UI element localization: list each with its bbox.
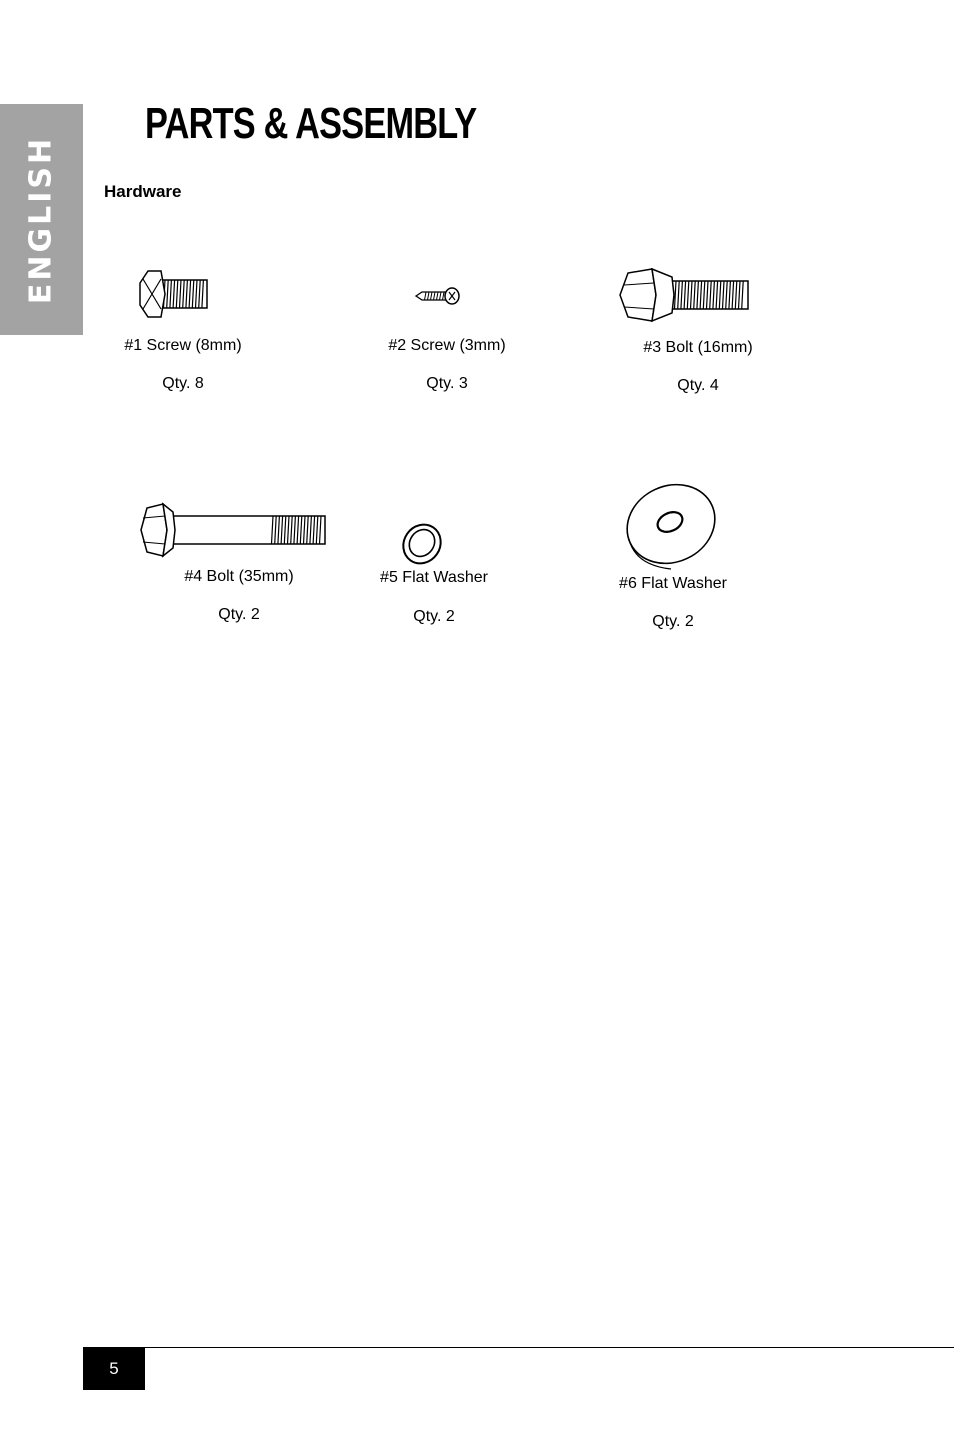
part-label: #3 Bolt (16mm) xyxy=(643,339,753,356)
small-screw-icon xyxy=(414,281,464,311)
language-tab xyxy=(0,104,83,335)
part-quantity: Qty. 2 xyxy=(218,606,260,623)
section-title: Hardware xyxy=(104,182,182,201)
hex-screw-icon xyxy=(135,265,211,323)
part-screw-8mm xyxy=(83,265,283,405)
small-washer-icon xyxy=(400,522,444,566)
large-washer-icon xyxy=(621,477,721,577)
page-number: 5 xyxy=(83,1348,145,1390)
part-quantity: Qty. 2 xyxy=(413,608,455,625)
part-flat-washer-large xyxy=(573,475,773,635)
part-label: #1 Screw (8mm) xyxy=(124,337,242,354)
long-hex-bolt-icon xyxy=(139,500,331,562)
part-label: #4 Bolt (35mm) xyxy=(184,568,294,585)
hex-bolt-icon xyxy=(618,265,752,327)
part-label: #6 Flat Washer xyxy=(619,575,727,592)
part-label: #5 Flat Washer xyxy=(380,569,488,586)
part-quantity: Qty. 2 xyxy=(652,613,694,630)
part-quantity: Qty. 4 xyxy=(677,377,719,394)
part-label: #2 Screw (3mm) xyxy=(388,337,506,354)
part-quantity: Qty. 8 xyxy=(162,375,204,392)
part-screw-3mm xyxy=(347,265,547,405)
part-flat-washer-small xyxy=(334,520,534,630)
page-title: PARTS & ASSEMBLY xyxy=(145,99,477,148)
part-quantity: Qty. 3 xyxy=(426,375,468,392)
language-tab-label: ENGLISH xyxy=(23,135,59,305)
part-bolt-16mm xyxy=(598,265,798,405)
footer-rule xyxy=(83,1347,954,1348)
part-bolt-35mm xyxy=(139,500,339,630)
